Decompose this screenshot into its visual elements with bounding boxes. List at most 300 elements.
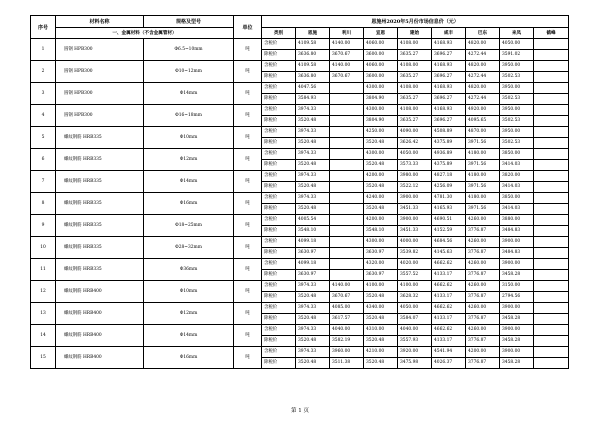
table-row (31, 171, 569, 182)
price-cell: 4200.00 (364, 215, 398, 226)
price-cell: 3971.56 (466, 204, 500, 215)
price-cell (330, 215, 364, 226)
price-cell: 4000.00 (398, 237, 432, 248)
item-seq: 3 (31, 83, 56, 105)
price-table (30, 15, 569, 369)
price-cell: 3900.00 (398, 215, 432, 226)
price-cell (534, 215, 569, 226)
price-cell: 3971.56 (466, 160, 500, 171)
price-type: 除税价 (262, 94, 296, 105)
price-cell: 4310.00 (364, 325, 398, 336)
price-cell: 3974.33 (296, 347, 330, 358)
price-cell: 3520.48 (364, 204, 398, 215)
price-cell: 4050.00 (500, 39, 534, 50)
price-type: 除税价 (262, 336, 296, 347)
item-spec: Φ36mm (144, 259, 234, 281)
price-cell: 3458.28 (500, 314, 534, 325)
price-type: 含税价 (262, 193, 296, 204)
price-cell: 4541.94 (432, 347, 466, 358)
price-cell: 3475.98 (398, 358, 432, 369)
price-cell: 3414.03 (500, 182, 534, 193)
price-cell: 4108.00 (398, 83, 432, 94)
price-cell (330, 248, 364, 259)
price-cell: 4133.17 (432, 292, 466, 303)
item-name: 螺纹钢筋 HRB335 (56, 237, 144, 259)
price-cell: 3900.00 (500, 325, 534, 336)
price-cell: 4820.00 (466, 83, 500, 94)
price-cell: 3451.33 (398, 204, 432, 215)
price-cell: 4200.00 (364, 171, 398, 182)
item-name: 螺纹钢筋 HRB335 (56, 259, 144, 281)
item-name: 圆钢 HPB300 (56, 105, 144, 127)
price-cell: 3600.00 (364, 50, 398, 61)
price-cell: 4099.18 (296, 237, 330, 248)
item-spec: Φ16mm (144, 193, 234, 215)
item-seq: 6 (31, 149, 56, 171)
price-cell: 4300.00 (364, 105, 398, 116)
item-name: 螺纹钢筋 HRB400 (56, 303, 144, 325)
item-name: 螺纹钢筋 HRB335 (56, 215, 144, 237)
price-cell: 4020.00 (398, 259, 432, 270)
price-cell (534, 61, 569, 72)
item-spec: Φ14mm (144, 171, 234, 193)
price-cell: 3974.33 (296, 193, 330, 204)
price-cell: 4250.00 (364, 127, 398, 138)
price-cell (534, 182, 569, 193)
price-cell: 3974.33 (296, 127, 330, 138)
price-type: 含税价 (262, 259, 296, 270)
price-cell (534, 138, 569, 149)
price-cell (534, 270, 569, 281)
price-type: 除税价 (262, 72, 296, 83)
price-cell (330, 226, 364, 237)
price-cell: 4180.00 (466, 171, 500, 182)
table-row (31, 303, 569, 314)
price-cell: 3974.33 (296, 281, 330, 292)
col-header-hefeng: 鹤峰 (534, 28, 569, 39)
price-cell: 4108.00 (398, 61, 432, 72)
price-type: 除税价 (262, 270, 296, 281)
price-cell: 4095.65 (466, 116, 500, 127)
table-row (31, 237, 569, 248)
price-cell: 3804.90 (364, 116, 398, 127)
price-cell: 3974.33 (296, 105, 330, 116)
price-type: 除税价 (262, 314, 296, 325)
price-cell: 4260.00 (466, 281, 500, 292)
price-cell: 3502.53 (500, 138, 534, 149)
price-cell: 4375.89 (432, 160, 466, 171)
price-cell: 3520.48 (296, 138, 330, 149)
price-cell: 3850.00 (500, 149, 534, 160)
price-cell: 3511.38 (330, 358, 364, 369)
price-cell: 4920.00 (466, 105, 500, 116)
item-name: 螺纹钢筋 HRB400 (56, 281, 144, 303)
price-cell: 3696.27 (432, 116, 466, 127)
price-cell: 3635.27 (398, 94, 432, 105)
price-cell: 3950.00 (500, 105, 534, 116)
col-header-xuanen: 宣恩 (364, 28, 398, 39)
price-cell: 4260.00 (466, 303, 500, 314)
price-cell: 3950.00 (500, 127, 534, 138)
price-cell (534, 248, 569, 259)
price-cell: 3974.33 (296, 303, 330, 314)
price-cell: 4260.00 (466, 325, 500, 336)
price-cell (330, 149, 364, 160)
price-cell: 4300.00 (364, 83, 398, 94)
price-cell: 4109.58 (296, 61, 330, 72)
col-header-title: 恩施州2020年5月份市场信息价（元） (262, 16, 569, 28)
item-spec: Φ16~18mm (144, 105, 234, 127)
item-seq: 12 (31, 281, 56, 303)
price-cell (534, 50, 569, 61)
price-cell: 3502.53 (500, 94, 534, 105)
price-cell (534, 259, 569, 270)
table-row (31, 149, 569, 160)
col-header-type: 类别 (262, 28, 296, 39)
col-header-jianshi: 建始 (398, 28, 432, 39)
price-cell: 3484.83 (500, 226, 534, 237)
price-cell (534, 72, 569, 83)
price-cell: 3458.28 (500, 336, 534, 347)
price-cell: 3520.48 (296, 314, 330, 325)
price-cell: 4140.00 (330, 281, 364, 292)
item-spec: Φ10mm (144, 127, 234, 149)
price-cell (534, 160, 569, 171)
item-seq: 13 (31, 303, 56, 325)
col-header-name: 材料名称 (56, 16, 144, 28)
item-seq: 8 (31, 193, 56, 215)
price-cell (534, 83, 569, 94)
price-cell: 4040.00 (330, 325, 364, 336)
table-row (31, 347, 569, 358)
price-cell (534, 325, 569, 336)
price-cell: 3557.52 (398, 270, 432, 281)
table-row (31, 215, 569, 226)
price-cell (330, 204, 364, 215)
price-cell (534, 204, 569, 215)
price-cell (534, 281, 569, 292)
price-type: 含税价 (262, 83, 296, 94)
price-cell: 3900.00 (500, 237, 534, 248)
price-cell: 3617.57 (330, 314, 364, 325)
price-cell: 3584.07 (398, 314, 432, 325)
item-seq: 5 (31, 127, 56, 149)
price-type: 除税价 (262, 50, 296, 61)
price-sheet (30, 15, 568, 369)
price-cell: 4100.00 (364, 281, 398, 292)
item-spec: Φ14mm (144, 325, 234, 347)
price-cell: 3850.00 (500, 193, 534, 204)
price-type: 除税价 (262, 248, 296, 259)
price-cell: 3776.87 (466, 270, 500, 281)
price-cell: 3520.48 (296, 336, 330, 347)
price-cell: 3880.00 (500, 215, 534, 226)
price-cell: 4936.89 (432, 149, 466, 160)
price-cell: 3502.53 (500, 116, 534, 127)
price-cell: 4108.00 (398, 105, 432, 116)
item-seq: 4 (31, 105, 56, 127)
header-row (31, 16, 569, 28)
price-cell: 3974.33 (296, 171, 330, 182)
price-cell: 4210.00 (364, 347, 398, 358)
price-cell: 3776.87 (466, 292, 500, 303)
price-cell: 3776.87 (466, 358, 500, 369)
price-cell: 4140.00 (330, 39, 364, 50)
item-name: 螺纹钢筋 HRB335 (56, 171, 144, 193)
price-type: 除税价 (262, 358, 296, 369)
page-number: 第 1 页 (291, 408, 309, 414)
price-cell: 4781.30 (432, 193, 466, 204)
price-cell: 3920.00 (398, 347, 432, 358)
price-cell: 4109.58 (296, 39, 330, 50)
item-unit: 吨 (234, 171, 262, 193)
table-row (31, 325, 569, 336)
price-cell: 3630.97 (364, 248, 398, 259)
price-cell: 3635.27 (398, 50, 432, 61)
price-cell: 4050.00 (398, 149, 432, 160)
price-cell: 4272.44 (466, 50, 500, 61)
price-cell: 4168.93 (432, 61, 466, 72)
item-unit: 吨 (234, 215, 262, 237)
price-cell: 3548.10 (364, 226, 398, 237)
price-cell: 3573.33 (398, 160, 432, 171)
item-spec: Φ18~25mm (144, 215, 234, 237)
subheader-row (31, 28, 569, 39)
price-type: 除税价 (262, 138, 296, 149)
price-cell: 3900.00 (500, 259, 534, 270)
price-cell (330, 116, 364, 127)
price-cell: 4820.00 (466, 61, 500, 72)
price-cell: 3451.33 (398, 226, 432, 237)
price-cell: 3539.82 (398, 248, 432, 259)
price-cell: 4272.44 (466, 72, 500, 83)
price-cell: 3520.48 (364, 182, 398, 193)
price-type: 除税价 (262, 160, 296, 171)
price-cell: 3636.80 (296, 72, 330, 83)
price-cell: 3520.48 (364, 160, 398, 171)
price-cell: 4256.09 (432, 182, 466, 193)
price-cell: 3548.10 (296, 226, 330, 237)
table-row (31, 39, 569, 50)
item-seq: 2 (31, 61, 56, 83)
price-cell (534, 171, 569, 182)
price-type: 除税价 (262, 292, 296, 303)
col-header-badong: 巴东 (466, 28, 500, 39)
price-cell (534, 237, 569, 248)
item-spec: Φ12mm (144, 149, 234, 171)
price-cell: 4320.00 (364, 259, 398, 270)
item-seq: 10 (31, 237, 56, 259)
price-cell: 3635.27 (398, 72, 432, 83)
price-cell: 4060.00 (364, 61, 398, 72)
price-cell: 3520.48 (296, 182, 330, 193)
col-header-unit: 单位 (234, 16, 262, 39)
table-row (31, 127, 569, 138)
price-cell: 3696.27 (432, 94, 466, 105)
item-unit: 吨 (234, 105, 262, 127)
col-header-lichuan: 利川 (330, 28, 364, 39)
item-unit: 吨 (234, 61, 262, 83)
price-cell (330, 237, 364, 248)
price-cell: 3900.00 (500, 347, 534, 358)
price-cell: 3980.00 (398, 171, 432, 182)
price-cell: 4662.62 (432, 325, 466, 336)
price-type: 除税价 (262, 182, 296, 193)
price-cell: 3670.67 (330, 292, 364, 303)
price-cell: 3804.90 (364, 94, 398, 105)
price-cell: 3696.27 (432, 72, 466, 83)
price-cell: 3960.00 (330, 347, 364, 358)
price-cell: 3971.56 (466, 138, 500, 149)
price-cell: 3820.00 (500, 171, 534, 182)
price-cell: 4340.00 (364, 303, 398, 314)
item-spec: Φ16mm (144, 347, 234, 369)
price-type: 除税价 (262, 226, 296, 237)
price-cell: 3150.00 (500, 281, 534, 292)
price-cell: 3626.42 (398, 138, 432, 149)
price-type: 含税价 (262, 61, 296, 72)
item-spec: Φ12mm (144, 303, 234, 325)
price-cell: 3520.48 (364, 314, 398, 325)
price-cell (534, 127, 569, 138)
price-type: 含税价 (262, 39, 296, 50)
price-cell (330, 259, 364, 270)
price-cell: 4684.56 (432, 237, 466, 248)
price-cell: 3974.33 (296, 149, 330, 160)
price-cell: 3971.56 (466, 182, 500, 193)
price-cell: 4662.62 (432, 303, 466, 314)
price-cell: 3600.00 (364, 72, 398, 83)
price-cell: 4133.17 (432, 336, 466, 347)
price-cell: 4133.17 (432, 314, 466, 325)
price-cell: 3520.48 (296, 204, 330, 215)
item-unit: 吨 (234, 325, 262, 347)
price-cell: 3776.87 (466, 248, 500, 259)
price-cell: 3584.93 (296, 94, 330, 105)
price-cell: 4108.00 (398, 39, 432, 50)
price-cell: 3557.93 (398, 336, 432, 347)
item-name: 圆钢 HPB300 (56, 39, 144, 61)
price-cell: 3776.87 (466, 226, 500, 237)
item-seq: 1 (31, 39, 56, 61)
item-unit: 吨 (234, 39, 262, 61)
price-cell (534, 226, 569, 237)
price-cell: 4180.00 (466, 149, 500, 160)
price-cell: 4168.93 (432, 83, 466, 94)
price-cell: 4090.00 (398, 127, 432, 138)
price-type: 含税价 (262, 127, 296, 138)
item-seq: 9 (31, 215, 56, 237)
price-cell: 4508.89 (432, 127, 466, 138)
item-name: 螺纹钢筋 HRB400 (56, 347, 144, 369)
price-cell: 3591.02 (500, 50, 534, 61)
price-cell: 4047.56 (296, 83, 330, 94)
price-type: 含税价 (262, 281, 296, 292)
price-cell: 4140.00 (330, 61, 364, 72)
price-type: 含税价 (262, 149, 296, 160)
price-cell: 4180.00 (466, 193, 500, 204)
item-spec: Φ28~32mm (144, 237, 234, 259)
price-cell: 3520.48 (296, 160, 330, 171)
price-cell: 3900.00 (398, 193, 432, 204)
price-cell (330, 127, 364, 138)
col-header-laifeng: 来凤 (500, 28, 534, 39)
price-cell: 4260.00 (466, 215, 500, 226)
item-unit: 吨 (234, 149, 262, 171)
price-cell (534, 336, 569, 347)
price-cell: 3776.87 (466, 314, 500, 325)
table-row (31, 83, 569, 94)
price-cell: 4085.00 (330, 303, 364, 314)
price-cell (330, 83, 364, 94)
price-cell: 3630.97 (296, 270, 330, 281)
price-cell: 3776.87 (466, 336, 500, 347)
table-row (31, 105, 569, 116)
price-cell: 4272.44 (466, 94, 500, 105)
price-cell: 4662.62 (432, 281, 466, 292)
price-cell: 4100.00 (398, 281, 432, 292)
price-cell: 3520.48 (364, 336, 398, 347)
price-cell: 4300.00 (364, 237, 398, 248)
item-unit: 吨 (234, 127, 262, 149)
price-cell: 4662.62 (432, 259, 466, 270)
price-cell (534, 116, 569, 127)
price-cell (330, 182, 364, 193)
price-cell: 4005.54 (296, 215, 330, 226)
price-cell: 3458.28 (500, 358, 534, 369)
price-cell: 4200.00 (466, 347, 500, 358)
price-cell: 3520.48 (364, 292, 398, 303)
price-cell: 4026.37 (432, 358, 466, 369)
item-seq: 7 (31, 171, 56, 193)
price-cell (534, 314, 569, 325)
price-cell: 4870.00 (466, 127, 500, 138)
price-cell: 4040.00 (398, 325, 432, 336)
price-cell: 4260.00 (466, 237, 500, 248)
price-cell: 3414.03 (500, 204, 534, 215)
price-cell: 3520.48 (296, 116, 330, 127)
item-unit: 吨 (234, 237, 262, 259)
item-unit: 吨 (234, 259, 262, 281)
price-cell: 4099.18 (296, 259, 330, 270)
price-cell (534, 292, 569, 303)
price-cell: 4152.59 (432, 226, 466, 237)
price-type: 含税价 (262, 303, 296, 314)
price-cell (534, 303, 569, 314)
table-row (31, 61, 569, 72)
price-cell: 4165.93 (432, 204, 466, 215)
price-type: 含税价 (262, 171, 296, 182)
price-cell: 3950.00 (500, 83, 534, 94)
price-cell: 3900.00 (500, 303, 534, 314)
price-cell: 4827.18 (432, 171, 466, 182)
price-type: 含税价 (262, 347, 296, 358)
item-unit: 吨 (234, 83, 262, 105)
price-cell: 3630.97 (364, 270, 398, 281)
price-cell (534, 105, 569, 116)
price-cell: 3458.28 (500, 270, 534, 281)
price-cell: 3582.19 (330, 336, 364, 347)
table-row (31, 281, 569, 292)
price-cell: 3628.32 (398, 292, 432, 303)
price-cell: 3502.53 (500, 72, 534, 83)
price-cell: 4820.00 (466, 39, 500, 50)
price-cell (534, 193, 569, 204)
item-seq: 11 (31, 259, 56, 281)
price-cell: 3670.67 (330, 50, 364, 61)
price-cell: 3696.27 (432, 50, 466, 61)
price-cell (330, 193, 364, 204)
